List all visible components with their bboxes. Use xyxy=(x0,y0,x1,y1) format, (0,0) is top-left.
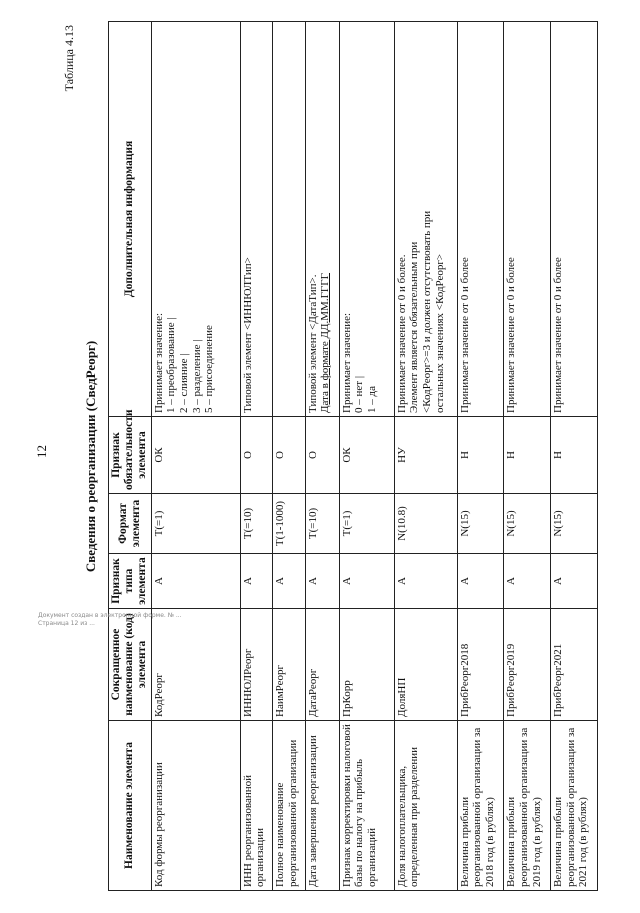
table-row xyxy=(339,22,394,891)
element-code-cell: ПрКорр xyxy=(339,609,394,721)
info-line: Принимает значение от 0 и более xyxy=(458,257,471,413)
info-line: Принимает значение: xyxy=(152,312,165,413)
element-name-cell: Величина прибыли реорганизованной организации за 2019 год (в рублях) xyxy=(504,721,551,891)
element-type-cell: А xyxy=(273,554,305,609)
info-line: Принимает значение от 0 и более. xyxy=(395,254,408,413)
element-format-cell: T(=10) xyxy=(305,494,339,554)
element-required-cell: ОК xyxy=(339,417,394,494)
reorganization-table xyxy=(108,21,598,891)
electronic-signature-stamp xyxy=(38,612,182,627)
info-line: Элемент является обязательным при xyxy=(408,241,421,413)
element-required-cell: О xyxy=(273,417,305,494)
table-row xyxy=(504,22,551,891)
element-format-cell: T(=1) xyxy=(339,494,394,554)
info-line: <КодРеорг>=3 и должен отсутствовать при xyxy=(420,210,433,413)
element-type-cell: А xyxy=(394,554,457,609)
element-name-cell: Дата завершения реорганизации xyxy=(305,721,339,891)
info-line: 2 – слияние | xyxy=(177,353,190,413)
info-line: остальных значениях <КодРеорг> xyxy=(433,253,446,413)
element-required-cell: ОК xyxy=(151,417,240,494)
table-title: Сведения о реорганизации (СведРеорг) xyxy=(83,340,98,573)
table-row xyxy=(551,22,598,891)
element-name-cell: Полное наименование реорганизованной организации xyxy=(273,721,305,891)
element-type-cell: А xyxy=(504,554,551,609)
element-code-cell: ПрибРеорг2019 xyxy=(504,609,551,721)
element-required-cell: О xyxy=(240,417,272,494)
info-line: 1 – да xyxy=(366,386,379,413)
additional-info-cell xyxy=(339,22,394,417)
element-format-cell: T(=10) xyxy=(240,494,272,554)
element-name-cell: Код формы реорганизации xyxy=(151,721,240,891)
info-line: 3 – разделение | xyxy=(190,339,203,413)
table-row xyxy=(240,22,272,891)
element-required-cell: НУ xyxy=(394,417,457,494)
element-code-cell: ИННЮЛРеорг xyxy=(240,609,272,721)
info-line: Дата в формате ДД.ММ.ГГГГ xyxy=(319,272,332,413)
element-name-cell: Величина прибыли реорганизованной организации за 2021 год (в рублях) xyxy=(551,721,598,891)
header-cell: Сокращенное наименование (код) элемента xyxy=(109,609,152,721)
element-code-cell: ПрибРеорг2018 xyxy=(457,609,504,721)
header-cell: Наименование элемента xyxy=(109,721,152,891)
table-row xyxy=(151,22,240,891)
additional-info-cell xyxy=(551,22,598,417)
additional-info-cell xyxy=(240,22,272,417)
stamp-line: Страница 12 из ... xyxy=(38,619,95,627)
element-format-cell: N(15) xyxy=(457,494,504,554)
element-name-cell: Величина прибыли реорганизованной организации за 2018 год (в рублях) xyxy=(457,721,504,891)
additional-info-cell xyxy=(457,22,504,417)
element-type-cell: А xyxy=(339,554,394,609)
element-code-cell: ДатаРеорг xyxy=(305,609,339,721)
table-label: Таблица 4.13 xyxy=(62,25,76,92)
header-cell: Признак типа элемента xyxy=(109,554,152,609)
element-format-cell: T(1-1000) xyxy=(273,494,305,554)
element-format-cell: N(15) xyxy=(551,494,598,554)
element-type-cell: А xyxy=(551,554,598,609)
info-line: Принимает значение от 0 и более xyxy=(552,257,565,413)
additional-info-cell xyxy=(305,22,339,417)
header-cell: Признак обязательности элемента xyxy=(109,417,152,494)
element-format-cell: N(10.8) xyxy=(394,494,457,554)
element-type-cell: А xyxy=(457,554,504,609)
element-code-cell: ДоляНП xyxy=(394,609,457,721)
element-name-cell: Признак корректировки налоговой базы по налогу на прибыль организаций xyxy=(339,721,394,891)
table-row xyxy=(273,22,305,891)
header-cell: Формат элемента xyxy=(109,494,152,554)
element-required-cell: О xyxy=(305,417,339,494)
info-line: Принимает значение: xyxy=(340,312,353,413)
header-cell: Дополнительная информация xyxy=(109,22,152,417)
element-type-cell: А xyxy=(305,554,339,609)
table-row xyxy=(394,22,457,891)
element-type-cell: А xyxy=(151,554,240,609)
info-line: 1 – преобразование | xyxy=(165,317,178,413)
element-required-cell: Н xyxy=(551,417,598,494)
element-name-cell: Доля налогоплательщика, определенная при разделении xyxy=(394,721,457,891)
table-row xyxy=(457,22,504,891)
additional-info-cell xyxy=(504,22,551,417)
element-name-cell: ИНН реорганизованной организации xyxy=(240,721,272,891)
element-type-cell: А xyxy=(240,554,272,609)
info-line: Типовой элемент <ДатаТип>. xyxy=(306,274,319,413)
element-code-cell: КодРеорг xyxy=(151,609,240,721)
additional-info-cell xyxy=(394,22,457,417)
info-line: 5 – присоединение xyxy=(203,325,216,413)
element-required-cell: Н xyxy=(504,417,551,494)
element-format-cell: N(15) xyxy=(504,494,551,554)
info-line: Принимает значение от 0 и более xyxy=(505,257,518,413)
element-format-cell: T(=1) xyxy=(151,494,240,554)
element-code-cell: ПрибРеорг2021 xyxy=(551,609,598,721)
info-line: Типовой элемент <ИННЮЛТип> xyxy=(241,257,254,413)
info-line: 0 – нет | xyxy=(353,375,366,413)
table-row xyxy=(305,22,339,891)
stamp-line: Документ создан в электронной форме. № ... xyxy=(38,612,182,619)
page-number: 12 xyxy=(34,445,49,458)
element-required-cell: Н xyxy=(457,417,504,494)
additional-info-cell xyxy=(273,22,305,417)
additional-info-cell xyxy=(151,22,240,417)
element-code-cell: НаимРеорг xyxy=(273,609,305,721)
header-row xyxy=(109,22,152,891)
